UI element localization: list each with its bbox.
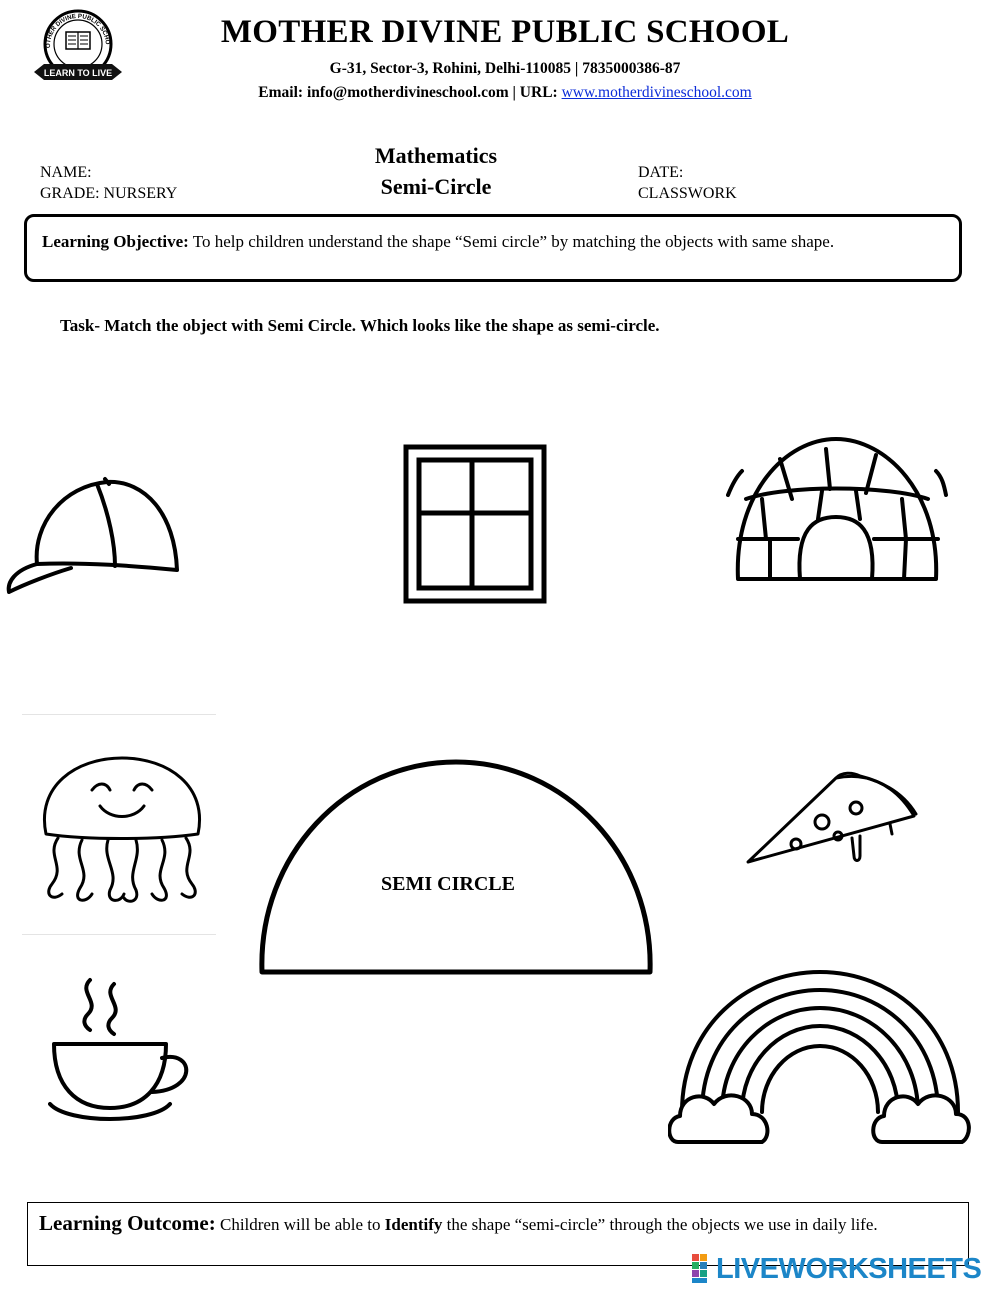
- igloo-icon[interactable]: [726, 433, 948, 594]
- subject-title: Mathematics: [374, 143, 498, 168]
- objective-label: Learning Objective:: [42, 232, 189, 251]
- tea-cup-icon[interactable]: [48, 974, 198, 1135]
- task-instruction: Task- Match the object with Semi Circle. Which looks like the shape as semi-circle.: [60, 316, 660, 335]
- divider-line: [22, 714, 216, 715]
- school-contact: [160, 84, 850, 102]
- outcome-label: Learning Outcome:: [39, 1211, 216, 1235]
- logo-top-text: OTHER DIVINE PUBLIC SCHO: [44, 12, 112, 49]
- liveworksheets-logo-icon: [692, 1254, 716, 1284]
- student-info-left: [40, 162, 177, 204]
- semi-circle-shape[interactable]: [256, 756, 656, 985]
- date-label: DATE:: [638, 164, 684, 181]
- window-icon[interactable]: [402, 443, 548, 610]
- cap-icon[interactable]: [5, 474, 185, 609]
- subject-heading: [336, 140, 536, 202]
- email-text: Email: info@motherdivineschool.com | URL:: [258, 84, 562, 101]
- school-name: MOTHER DIVINE PUBLIC SCHOOL: [220, 14, 790, 50]
- work-type-label: CLASSWORK: [638, 185, 737, 202]
- outcome-text-before: Children will be able to: [215, 1215, 385, 1234]
- school-logo: [28, 8, 128, 92]
- objective-text: To help children understand the shape “Semi circle” by matching the objects with same shape.: [188, 232, 835, 251]
- learning-objective-box: [24, 214, 962, 282]
- website-link[interactable]: www.motherdivineschool.com: [561, 84, 752, 101]
- student-info-right: [638, 162, 737, 204]
- topic-title: Semi-Circle: [380, 174, 492, 199]
- liveworksheets-text: LIVEWORKSHEETS: [716, 1252, 982, 1285]
- divider-line: [22, 934, 216, 935]
- pizza-slice-icon[interactable]: [744, 768, 920, 873]
- outcome-keyword: Identify: [384, 1215, 443, 1234]
- jellyfish-icon[interactable]: [36, 756, 208, 911]
- semi-circle-label: SEMI CIRCLE: [381, 873, 515, 895]
- grade-label: GRADE: NURSERY: [40, 185, 178, 202]
- name-label: NAME:: [40, 164, 92, 181]
- outcome-text-after: the shape “semi-circle” through the objects we use in daily life.: [442, 1215, 878, 1234]
- liveworksheets-watermark[interactable]: [692, 1252, 981, 1286]
- school-address: G-31, Sector-3, Rohini, Delhi-110085 | 7835000386-87: [329, 60, 681, 77]
- logo-banner-text: LEARN TO LIVE: [43, 68, 113, 78]
- rainbow-icon[interactable]: [668, 966, 972, 1157]
